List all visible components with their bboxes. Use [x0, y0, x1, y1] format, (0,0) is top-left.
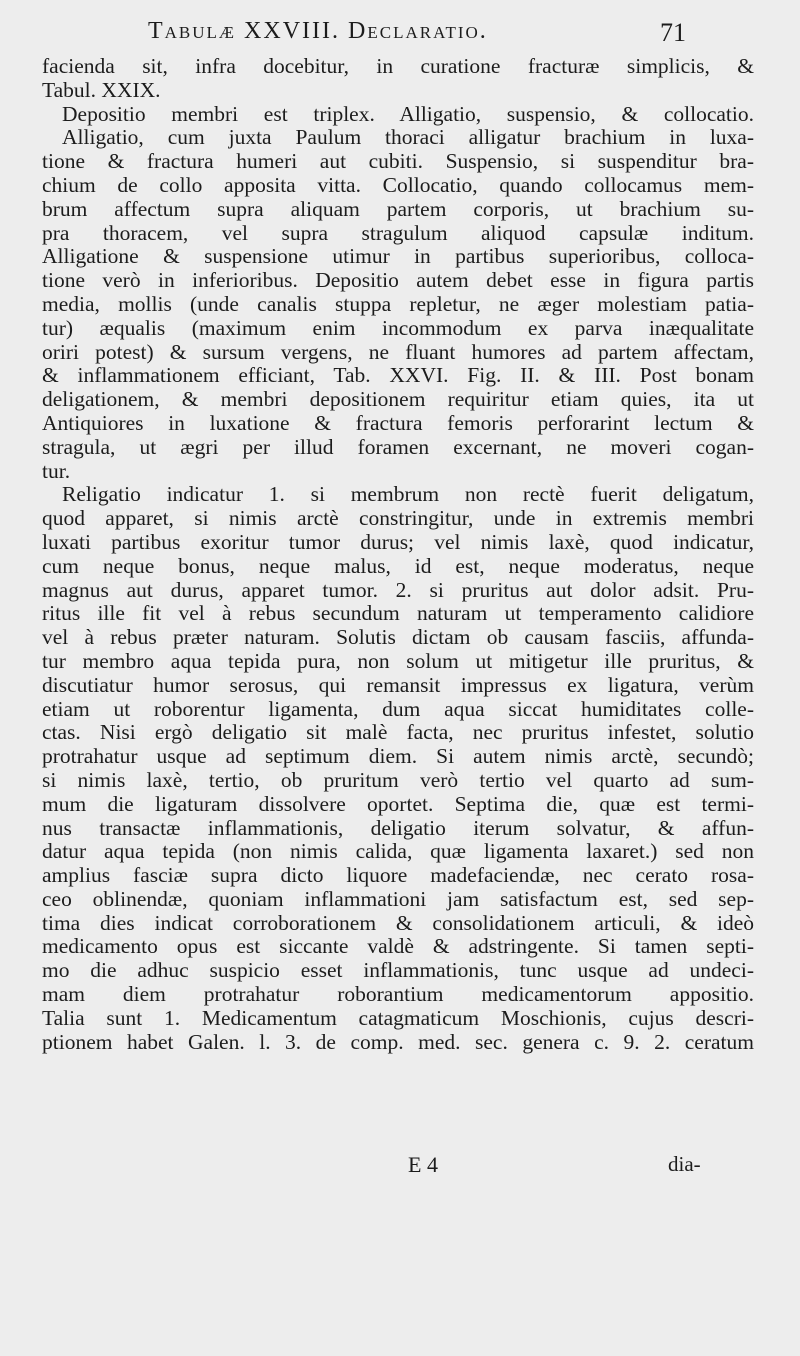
text-line: pra thoracem, vel supra stragulum aliquod capsulæ inditum. [42, 221, 754, 245]
text-line: Alligatione & suspensione utimur in partibus superioribus, colloca- [42, 245, 754, 269]
text-line: si nimis laxè, tertio, ob pruritum verò tertio vel quarto ad sum- [42, 768, 754, 792]
catchword: dia- [668, 1152, 701, 1176]
text-line: discutiatur humor serosus, qui remansit impressus ex ligatura, verùm [42, 673, 754, 697]
text-line: vel à rebus præter naturam. Solutis dictam ob causam fasciis, affunda- [42, 626, 754, 650]
text-line: ctas. Nisi ergò deligatio sit malè facta, nec pruritus infestet, solutio [42, 721, 754, 745]
text-line: etiam ut roborentur ligamenta, dum aqua siccat humiditates colle- [42, 697, 754, 721]
text-line: medicamento opus est siccante valdè & adstringente. Si tamen septi- [42, 935, 754, 959]
text-line: tur membro aqua tepida pura, non solum ut mitigetur ille pruritus, & [42, 649, 754, 673]
text-line: tima dies indicat corroborationem & consolidationem articuli, & ideò [42, 911, 754, 935]
running-title: Tabulæ XXVIII. Declaratio. [148, 18, 488, 44]
text-line: cum neque bonus, neque malus, id est, neque moderatus, neque [42, 554, 754, 578]
text-line: Alligatio, cum juxta Paulum thoraci alligatur brachium in luxa- [62, 126, 754, 150]
text-line: stragula, ut ægri per illud foramen excernant, ne moveri cogan- [42, 435, 754, 459]
text-line: mum die ligaturam dissolvere oportet. Septima die, quæ est termi- [42, 792, 754, 816]
text-line: ceo oblinendæ, quoniam inflammationi jam satisfactum est, sed sep- [42, 887, 754, 911]
text-line: protrahatur usque ad septimum diem. Si autem nimis arctè, secundò; [42, 745, 754, 769]
text-line: nus transactæ inflammationis, deligatio iterum solvatur, & affun- [42, 816, 754, 840]
text-line: ptionem habet Galen. l. 3. de comp. med. sec. genera c. 9. 2. ceratum [42, 1030, 754, 1054]
text-line: tur. [42, 459, 71, 483]
text-line: amplius fasciæ supra dicto liquore madefaciendæ, nec cerato rosa- [42, 864, 754, 888]
text-line: tione verò in inferioribus. Depositio autem debet esse in figura partis [42, 269, 754, 293]
text-line: mam diem protrahatur roborantium medicamentorum appositio. [42, 983, 754, 1007]
text-line: oriri potest) & sursum vergens, ne fluant humores ad partem affectam, [42, 340, 754, 364]
page-header [0, 18, 800, 48]
body-text [42, 55, 754, 1054]
text-line: Depositio membri est triplex. Alligatio, suspensio, & collocatio. [62, 102, 754, 126]
text-line: luxati partibus exoritur tumor durus; vel nimis laxè, quod indicatur, [42, 530, 754, 554]
page-number: 71 [660, 18, 686, 47]
text-line: chium de collo apposita vitta. Collocatio, quando collocamus mem- [42, 173, 754, 197]
text-line: ritus ille fit vel à rebus secundum naturam ut temperamento calidiore [42, 602, 754, 626]
text-line: Talia sunt 1. Medicamentum catagmaticum Moschionis, cujus descri- [42, 1006, 754, 1030]
text-line: deligationem, & membri depositionem requiritur etiam quies, ita ut [42, 388, 754, 412]
text-line: tione & fractura humeri aut cubiti. Suspensio, si suspenditur bra- [42, 150, 754, 174]
page-footer [0, 1152, 800, 1182]
text-line: magnus aut durus, apparet tumor. 2. si pruritus aut dolor adsit. Pru- [42, 578, 754, 602]
text-line: & inflammationem efficiant, Tab. XXVI. Fig. II. & III. Post bonam [42, 364, 754, 388]
text-line: Religatio indicatur 1. si membrum non rectè fuerit deligatum, [62, 483, 754, 507]
text-line: brum affectum supra aliquam partem corporis, ut brachium su- [42, 197, 754, 221]
signature-mark: E 4 [408, 1152, 438, 1177]
text-line: quod apparet, si nimis arctè constringitur, unde in extremis membri [42, 507, 754, 531]
text-line: media, mollis (unde canalis stuppa repletur, ne æger molestiam patia- [42, 292, 754, 316]
text-line: datur aqua tepida (non nimis calida, quæ ligamenta laxaret.) sed non [42, 840, 754, 864]
text-line: Antiquiores in luxatione & fractura femoris perforarint lectum & [42, 411, 754, 435]
text-line: Tabul. XXIX. [42, 78, 161, 102]
text-line: mo die adhuc suspicio esset inflammationis, tunc usque ad undeci- [42, 959, 754, 983]
text-line: facienda sit, infra docebitur, in curatione fracturæ simplicis, & [42, 55, 754, 78]
text-line: tur) æqualis (maximum enim incommodum ex parva inæqualitate [42, 316, 754, 340]
